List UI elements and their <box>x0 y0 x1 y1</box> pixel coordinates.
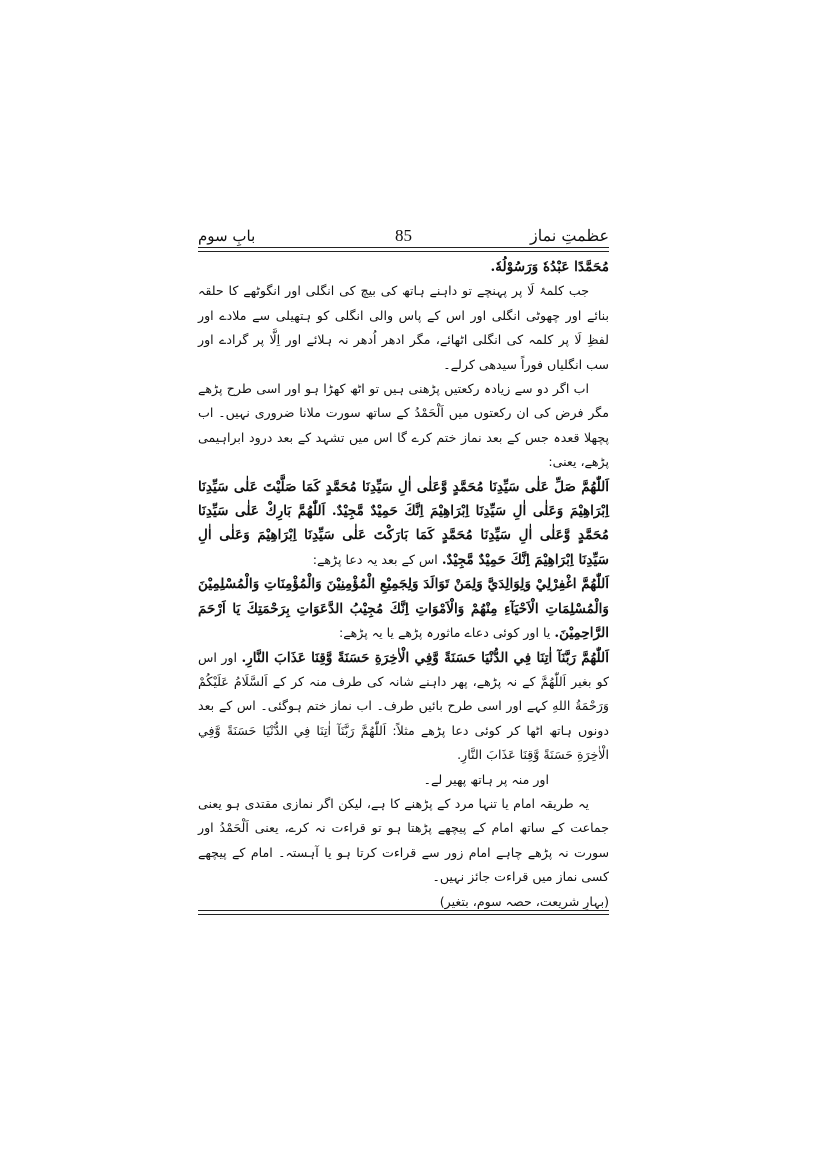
reference-citation: (بہارِ شریعت، حصہ سوم، بتغیر) <box>439 893 609 909</box>
rabbana-dua-text: اَللّٰهُمَّ رَبَّنَآ اٰتِنَا فِي الدُّنْيَا حَسَنَةً وَّفِي الْاٰخِرَةِ حَسَنَةً وَّقِنَا عَذَابَ النَّارِ. <box>241 649 609 666</box>
page-header <box>198 226 609 246</box>
paragraph-remaining-rakat: اب اگر دو سے زیادہ رکعتیں پڑھنی ہیں تو اٹھ کھڑا ہو اور اسی طرح پڑھے مگر فرض کی ان رکعتوں میں اَلْحَمْدُ کے ساتھ سورت ملانا ضروری نہیں۔ اب پچھلا قعدہ جس کے بعد نماز ختم کرے گا اس میں تشہد کے بعد درود ابراہیمی پڑھے، یعنی: <box>198 381 609 470</box>
book-title: عظمتِ نماز <box>529 226 609 245</box>
salam-instructions-text: اور اس کو بغیر اَللّٰهُمَّ کے نہ پڑھے، پھر داہنے شانہ کی طرف منہ کر کے اَلسَّلَامُ عَلَيْكُمْ وَرَحْمَةُ اللهِ کہے اور اسی طرح بائیں طرف۔ اب نماز ختم ہوگئی۔ اس کے بعد دونوں ہاتھ اٹھا کر کوئی دعا پڑھے مثلاً: اَللّٰهُمَّ رَبَّنَآ اٰتِنَا فِي الدُّنْيَا حَسَنَةً وَّفِي الْاٰخِرَةِ حَسَنَةً وَّقِنَا عَذَابَ النَّارِ. <box>198 649 609 763</box>
page-number: 85 <box>395 226 412 245</box>
footer-rule-thin <box>198 910 609 911</box>
footer-rule <box>198 914 609 915</box>
arabic-line-kalima: مُحَمَّدًا عَبْدُهٗ وَرَسُوْلُهٗ. <box>490 259 609 275</box>
page-footer <box>198 910 609 915</box>
durood-followup-text: اس کے بعد یہ دعا پڑھے: <box>312 551 438 567</box>
paragraph-muqtadi: یہ طریقہ امام یا تنہا مرد کے پڑھنے کا ہے، لیکن اگر نمازی مقتدی ہو یعنی جماعت کے ساتھ امام کے پیچھے پڑھتا ہو تو قراءت نہ کرے، یعنی اَلْحَمْدُ اور سورت نہ پڑھے چاہے امام زور سے قراءت کرتا ہو یا آہستہ۔ امام کے پیچھے کسی نماز میں قراءت جائز نہیں۔ <box>198 795 609 885</box>
page-body <box>198 255 609 914</box>
book-page <box>198 226 609 926</box>
header-rule <box>198 247 609 248</box>
durood-ibrahimi-block <box>198 475 609 573</box>
dua-text: اَللّٰهُمَّ اغْفِرْلِيْ وَلِوَالِدَيَّ وَلِمَنْ تَوَالَدَ وَلِجَمِيْعِ الْمُؤْمِنِيْنَ وَالْمُؤْمِنَاتِ وَالْمُسْلِمِيْنَ وَالْمُسْلِمَاتِ الْاَحْيَآءِ مِنْهُمْ وَالْاَمْوَاتِ اِنَّكَ مُجِيْبُ الدَّعَوَاتِ بِرَحْمَتِكَ يَا اَرْحَمَ الرَّاحِمِيْنَ. <box>198 576 609 642</box>
header-rule-thin <box>198 251 609 252</box>
dua-block <box>198 572 609 645</box>
paragraph-tashahhud-finger: جب کلمۂ لَا پر پہنچے تو داہنے ہاتھ کی بیچ کی انگلی اور انگوٹھے کا حلقہ بنائے اور چھوٹی انگلی اور اس کے پاس والی انگلی کو ہتھیلی سے ملادے اور لفظِ لَا پر کلمہ کی انگلی اٹھائے، مگر ادھر اُدھر نہ ہلائے اور اِلَّا پر گرادے اور سب انگلیاں فوراً سیدھی کرلے۔ <box>198 283 609 372</box>
dua-followup-text: یا اور کوئی دعاے ماثورہ پڑھے یا یہ پڑھے: <box>338 625 551 641</box>
durood-ibrahimi-text: اَللّٰهُمَّ صَلِّ عَلٰى سَيِّدِنَا مُحَمَّدٍ وَّعَلٰى اٰلِ سَيِّدِنَا مُحَمَّدٍ كَمَا صَلَّيْتَ عَلٰى سَيِّدِنَا اِبْرَاهِيْمَ وَعَلٰى اٰلِ سَيِّدِنَا اِبْرَاهِيْمَ اِنَّكَ حَمِيْدٌ مَّجِيْدٌ. اَللّٰهُمَّ بَارِكْ عَلٰى سَيِّدِنَا مُحَمَّدٍ وَّعَلٰى اٰلِ سَيِّدِنَا مُحَمَّدٍ كَمَا بَارَكْتَ عَلٰى سَيِّدِنَا اِبْرَاهِيْمَ وَعَلٰى اٰلِ سَيِّدِنَا اِبْرَاهِيْمَ اِنَّكَ حَمِيْدٌ مَّجِيْدٌ. <box>198 478 609 568</box>
rabbana-block <box>198 646 609 768</box>
closing-instruction: اور منہ پر ہاتھ پھیر لے۔ <box>423 771 549 787</box>
chapter-label: بابِ سوم <box>198 227 256 245</box>
